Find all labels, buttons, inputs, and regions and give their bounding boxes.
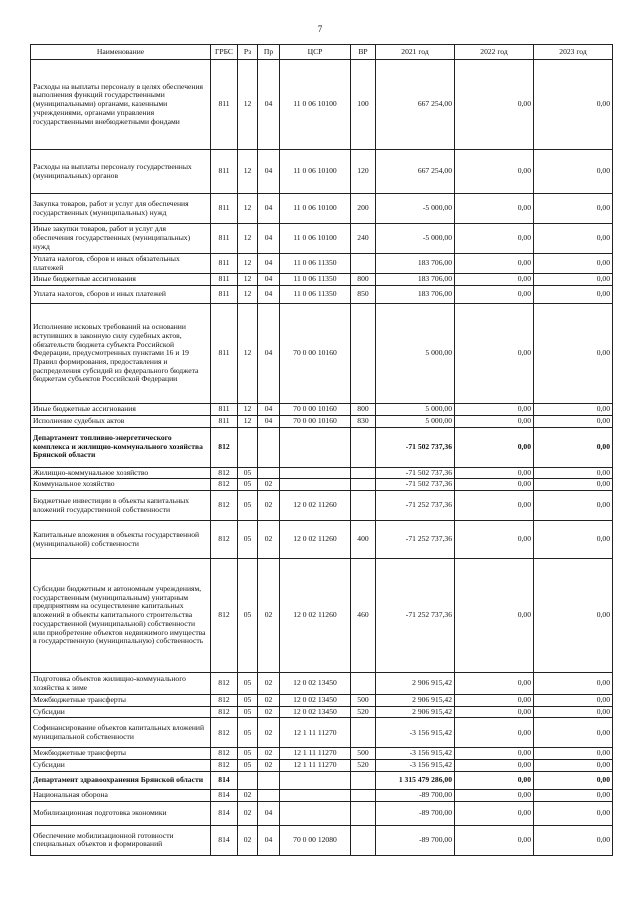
cell-2022: 0,00 — [455, 559, 534, 673]
cell-2021: -89 700,00 — [376, 789, 455, 801]
cell-2022: 0,00 — [455, 415, 534, 427]
cell-2021: -5 000,00 — [376, 194, 455, 224]
cell-2023: 0,00 — [534, 224, 613, 254]
cell-name: Иные закупки товаров, работ и услуг для обеспечения государственных (муниципальных) нужд — [31, 224, 211, 254]
table-row — [31, 748, 613, 760]
table-row — [31, 404, 613, 416]
cell-2023: 0,00 — [534, 673, 613, 695]
cell-name: Субсидии — [31, 706, 211, 718]
cell-grbs: 811 — [211, 286, 238, 304]
cell-vr: 200 — [351, 194, 376, 224]
cell-rz — [238, 427, 258, 467]
cell-pr: 02 — [258, 706, 280, 718]
cell-2022: 0,00 — [455, 491, 534, 521]
cell-2021: 2 906 915,42 — [376, 673, 455, 695]
cell-name: Расходы на выплаты персоналу в целях обеспечения выполнения функций государственными (муниципальными) органами, казенными учреждениями, органами управления государственными внебюджетными фондами — [31, 60, 211, 150]
cell-grbs: 811 — [211, 224, 238, 254]
cell-name: Иные бюджетные ассигнования — [31, 404, 211, 416]
table-row — [31, 254, 613, 274]
cell-csr: 12 0 02 13450 — [280, 706, 351, 718]
cell-2022: 0,00 — [455, 150, 534, 194]
cell-vr — [351, 801, 376, 825]
cell-2022: 0,00 — [455, 748, 534, 760]
cell-csr: 12 0 02 13450 — [280, 695, 351, 707]
cell-2022: 0,00 — [455, 194, 534, 224]
cell-rz: 02 — [238, 825, 258, 855]
cell-2021: -71 502 737,36 — [376, 479, 455, 491]
cell-2022: 0,00 — [455, 427, 534, 467]
cell-2022: 0,00 — [455, 479, 534, 491]
cell-2022: 0,00 — [455, 801, 534, 825]
cell-csr: 12 0 02 11260 — [280, 521, 351, 559]
cell-2023: 0,00 — [534, 748, 613, 760]
cell-name: Департамент топливно-энергетического комплекса и жилищно-коммунального хозяйства Брянской области — [31, 427, 211, 467]
header-grbs: ГРБС — [211, 45, 238, 60]
cell-2022: 0,00 — [455, 789, 534, 801]
cell-grbs: 812 — [211, 673, 238, 695]
cell-rz: 05 — [238, 695, 258, 707]
cell-2023: 0,00 — [534, 304, 613, 404]
cell-csr — [280, 467, 351, 479]
cell-grbs: 811 — [211, 254, 238, 274]
cell-name: Капитальные вложения в объекты государственной (муниципальной) собственности — [31, 521, 211, 559]
cell-csr: 12 0 02 13450 — [280, 673, 351, 695]
cell-rz: 05 — [238, 479, 258, 491]
cell-rz: 12 — [238, 304, 258, 404]
cell-csr: 12 1 11 11270 — [280, 760, 351, 772]
table-row — [31, 491, 613, 521]
cell-grbs: 812 — [211, 559, 238, 673]
cell-2022: 0,00 — [455, 254, 534, 274]
cell-vr — [351, 771, 376, 789]
cell-2021: 667 254,00 — [376, 150, 455, 194]
cell-2021: 5 000,00 — [376, 404, 455, 416]
cell-pr: 02 — [258, 673, 280, 695]
budget-table — [30, 44, 613, 856]
cell-pr — [258, 427, 280, 467]
cell-csr: 12 1 11 11270 — [280, 748, 351, 760]
table-row — [31, 427, 613, 467]
cell-2022: 0,00 — [455, 274, 534, 286]
cell-vr: 500 — [351, 748, 376, 760]
table-row — [31, 760, 613, 772]
header-2023: 2023 год — [534, 45, 613, 60]
cell-csr: 11 0 06 10100 — [280, 60, 351, 150]
cell-csr: 12 0 02 11260 — [280, 491, 351, 521]
header-vr: ВР — [351, 45, 376, 60]
cell-2021: 667 254,00 — [376, 60, 455, 150]
cell-vr: 120 — [351, 150, 376, 194]
cell-vr: 800 — [351, 404, 376, 416]
cell-2021: 183 706,00 — [376, 254, 455, 274]
cell-2021: -89 700,00 — [376, 801, 455, 825]
cell-rz: 02 — [238, 789, 258, 801]
cell-pr: 02 — [258, 748, 280, 760]
table-row — [31, 467, 613, 479]
cell-2022: 0,00 — [455, 224, 534, 254]
cell-2022: 0,00 — [455, 304, 534, 404]
cell-pr — [258, 467, 280, 479]
cell-2021: -5 000,00 — [376, 224, 455, 254]
cell-name: Жилищно-коммунальное хозяйство — [31, 467, 211, 479]
cell-rz: 12 — [238, 254, 258, 274]
cell-2023: 0,00 — [534, 274, 613, 286]
cell-2022: 0,00 — [455, 718, 534, 748]
cell-csr — [280, 427, 351, 467]
cell-grbs: 811 — [211, 304, 238, 404]
cell-rz: 12 — [238, 286, 258, 304]
table-row — [31, 479, 613, 491]
cell-csr: 11 0 06 11350 — [280, 286, 351, 304]
cell-2021: 5 000,00 — [376, 415, 455, 427]
cell-pr: 04 — [258, 825, 280, 855]
table-row — [31, 801, 613, 825]
cell-vr — [351, 304, 376, 404]
cell-grbs: 811 — [211, 274, 238, 286]
table-row — [31, 521, 613, 559]
cell-vr: 800 — [351, 274, 376, 286]
cell-rz: 12 — [238, 224, 258, 254]
cell-name: Обеспечение мобилизационной готовности специальных объектов и формирований — [31, 825, 211, 855]
cell-name: Исполнение судебных актов — [31, 415, 211, 427]
cell-2021: -3 156 915,42 — [376, 748, 455, 760]
cell-csr: 11 0 06 10100 — [280, 150, 351, 194]
cell-vr — [351, 479, 376, 491]
cell-rz: 12 — [238, 404, 258, 416]
header-rz: Рз — [238, 45, 258, 60]
cell-csr — [280, 801, 351, 825]
cell-2023: 0,00 — [534, 825, 613, 855]
cell-name: Уплата налогов, сборов и иных платежей — [31, 286, 211, 304]
table-row — [31, 286, 613, 304]
cell-csr: 70 0 00 12080 — [280, 825, 351, 855]
cell-csr: 70 0 00 10160 — [280, 304, 351, 404]
table-row — [31, 789, 613, 801]
cell-2023: 0,00 — [534, 760, 613, 772]
cell-2022: 0,00 — [455, 404, 534, 416]
cell-grbs: 814 — [211, 789, 238, 801]
cell-name: Коммунальное хозяйство — [31, 479, 211, 491]
cell-rz: 12 — [238, 194, 258, 224]
cell-name: Департамент здравоохранения Брянской области — [31, 771, 211, 789]
cell-2021: 2 906 915,42 — [376, 706, 455, 718]
header-csr: ЦСР — [280, 45, 351, 60]
cell-2021: 183 706,00 — [376, 274, 455, 286]
table-row — [31, 673, 613, 695]
cell-rz: 02 — [238, 801, 258, 825]
cell-grbs: 812 — [211, 521, 238, 559]
cell-2023: 0,00 — [534, 254, 613, 274]
cell-pr: 02 — [258, 718, 280, 748]
cell-name: Иные бюджетные ассигнования — [31, 274, 211, 286]
cell-2023: 0,00 — [534, 194, 613, 224]
cell-2022: 0,00 — [455, 760, 534, 772]
cell-pr: 04 — [258, 194, 280, 224]
cell-grbs: 814 — [211, 771, 238, 789]
cell-pr: 04 — [258, 150, 280, 194]
cell-grbs: 812 — [211, 760, 238, 772]
cell-pr: 04 — [258, 254, 280, 274]
table-row — [31, 771, 613, 789]
cell-csr: 70 0 00 10160 — [280, 415, 351, 427]
cell-2021: -71 252 737,36 — [376, 559, 455, 673]
cell-vr: 500 — [351, 695, 376, 707]
cell-grbs: 812 — [211, 718, 238, 748]
cell-grbs: 814 — [211, 801, 238, 825]
cell-pr: 04 — [258, 274, 280, 286]
table-row — [31, 304, 613, 404]
cell-name: Расходы на выплаты персоналу государственных (муниципальных) органов — [31, 150, 211, 194]
cell-vr — [351, 789, 376, 801]
cell-csr: 12 1 11 11270 — [280, 718, 351, 748]
cell-grbs: 812 — [211, 748, 238, 760]
cell-2022: 0,00 — [455, 706, 534, 718]
cell-grbs: 811 — [211, 194, 238, 224]
cell-2023: 0,00 — [534, 404, 613, 416]
cell-grbs: 811 — [211, 60, 238, 150]
cell-2023: 0,00 — [534, 771, 613, 789]
cell-grbs: 812 — [211, 427, 238, 467]
cell-2023: 0,00 — [534, 491, 613, 521]
cell-2021: -71 252 737,36 — [376, 491, 455, 521]
cell-pr — [258, 789, 280, 801]
cell-2023: 0,00 — [534, 415, 613, 427]
table-row — [31, 695, 613, 707]
cell-pr: 04 — [258, 224, 280, 254]
cell-2021: -89 700,00 — [376, 825, 455, 855]
cell-rz: 05 — [238, 718, 258, 748]
cell-2021: 2 906 915,42 — [376, 695, 455, 707]
cell-2023: 0,00 — [534, 521, 613, 559]
cell-csr: 70 0 00 10160 — [280, 404, 351, 416]
cell-2021: -71 502 737,36 — [376, 467, 455, 479]
cell-2023: 0,00 — [534, 150, 613, 194]
cell-vr — [351, 467, 376, 479]
cell-2023: 0,00 — [534, 286, 613, 304]
cell-csr — [280, 479, 351, 491]
cell-grbs: 812 — [211, 491, 238, 521]
cell-csr: 11 0 06 11350 — [280, 274, 351, 286]
cell-2021: -3 156 915,42 — [376, 760, 455, 772]
cell-2022: 0,00 — [455, 286, 534, 304]
cell-2021: -71 502 737,36 — [376, 427, 455, 467]
cell-pr: 04 — [258, 404, 280, 416]
header-name: Наименование — [31, 45, 211, 60]
cell-grbs: 812 — [211, 479, 238, 491]
cell-vr — [351, 825, 376, 855]
cell-vr: 830 — [351, 415, 376, 427]
cell-pr — [258, 771, 280, 789]
cell-rz: 12 — [238, 150, 258, 194]
cell-rz: 05 — [238, 559, 258, 673]
cell-2021: -71 252 737,36 — [376, 521, 455, 559]
cell-rz: 12 — [238, 60, 258, 150]
cell-2023: 0,00 — [534, 695, 613, 707]
cell-name: Субсидии — [31, 760, 211, 772]
cell-grbs: 814 — [211, 825, 238, 855]
cell-name: Исполнение исковых требований на основании вступивших в законную силу судебных актов, обязательств бюджета субъекта Российской Федерации, предусмотренных пунктами 16 и 19 Правил формирования, предоставления и распределения субсидий из федерального бюджета бюджетам субъектов Российской Федерации — [31, 304, 211, 404]
cell-rz: 05 — [238, 467, 258, 479]
header-pr: Пр — [258, 45, 280, 60]
table-row — [31, 825, 613, 855]
cell-pr: 02 — [258, 521, 280, 559]
table-row — [31, 224, 613, 254]
cell-grbs: 811 — [211, 404, 238, 416]
cell-2022: 0,00 — [455, 60, 534, 150]
cell-name: Софинансирование объектов капитальных вложений муниципальной собственности — [31, 718, 211, 748]
cell-name: Межбюджетные трансферты — [31, 695, 211, 707]
cell-rz: 05 — [238, 760, 258, 772]
cell-name: Национальная оборона — [31, 789, 211, 801]
table-row — [31, 706, 613, 718]
header-2022: 2022 год — [455, 45, 534, 60]
table-row — [31, 60, 613, 150]
cell-csr: 12 0 02 11260 — [280, 559, 351, 673]
cell-rz: 12 — [238, 415, 258, 427]
cell-vr: 400 — [351, 521, 376, 559]
cell-pr: 02 — [258, 479, 280, 491]
cell-pr: 04 — [258, 304, 280, 404]
cell-vr: 520 — [351, 706, 376, 718]
cell-pr: 04 — [258, 60, 280, 150]
cell-name: Бюджетные инвестиции в объекты капитальных вложений государственной собственности — [31, 491, 211, 521]
cell-2022: 0,00 — [455, 695, 534, 707]
cell-vr: 520 — [351, 760, 376, 772]
cell-name: Мобилизационная подготовка экономики — [31, 801, 211, 825]
cell-2023: 0,00 — [534, 60, 613, 150]
cell-vr: 240 — [351, 224, 376, 254]
table-row — [31, 274, 613, 286]
cell-name: Подготовка объектов жилищно-коммунального хозяйства к зиме — [31, 673, 211, 695]
cell-rz: 05 — [238, 673, 258, 695]
cell-pr: 04 — [258, 286, 280, 304]
table-row — [31, 150, 613, 194]
cell-name: Закупка товаров, работ и услуг для обеспечения государственных (муниципальных) нужд — [31, 194, 211, 224]
cell-csr: 11 0 06 10100 — [280, 224, 351, 254]
cell-2023: 0,00 — [534, 479, 613, 491]
cell-2021: 5 000,00 — [376, 304, 455, 404]
cell-grbs: 812 — [211, 695, 238, 707]
cell-name: Уплата налогов, сборов и иных обязательных платежей — [31, 254, 211, 274]
cell-grbs: 812 — [211, 467, 238, 479]
cell-rz — [238, 771, 258, 789]
cell-grbs: 812 — [211, 706, 238, 718]
cell-pr: 04 — [258, 415, 280, 427]
cell-pr: 04 — [258, 801, 280, 825]
cell-rz: 12 — [238, 274, 258, 286]
cell-vr: 460 — [351, 559, 376, 673]
cell-rz: 05 — [238, 491, 258, 521]
cell-name: Субсидии бюджетным и автономным учреждениям, государственным (муниципальным) унитарным предприятиям на осуществление капитальных вложений в объекты капитального строительства государственной (муниципальной) собственности или приобретение объектов недвижимого имущества в государственную (муниципальную) собственность — [31, 559, 211, 673]
table-body — [31, 60, 613, 856]
page-number: 7 — [317, 24, 323, 34]
cell-2022: 0,00 — [455, 521, 534, 559]
cell-vr — [351, 427, 376, 467]
cell-vr: 100 — [351, 60, 376, 150]
cell-name: Межбюджетные трансферты — [31, 748, 211, 760]
cell-2022: 0,00 — [455, 673, 534, 695]
cell-grbs: 811 — [211, 415, 238, 427]
cell-2022: 0,00 — [455, 467, 534, 479]
cell-grbs: 811 — [211, 150, 238, 194]
cell-pr: 02 — [258, 760, 280, 772]
cell-csr: 11 0 06 11350 — [280, 254, 351, 274]
cell-2021: 183 706,00 — [376, 286, 455, 304]
cell-2023: 0,00 — [534, 789, 613, 801]
cell-pr: 02 — [258, 491, 280, 521]
table-row — [31, 559, 613, 673]
cell-2023: 0,00 — [534, 559, 613, 673]
table-header-row — [31, 45, 613, 60]
table-row — [31, 415, 613, 427]
cell-csr: 11 0 06 10100 — [280, 194, 351, 224]
table-row — [31, 718, 613, 748]
cell-vr — [351, 254, 376, 274]
cell-2023: 0,00 — [534, 801, 613, 825]
header-2021: 2021 год — [376, 45, 455, 60]
table-row — [31, 194, 613, 224]
cell-2021: -3 156 915,42 — [376, 718, 455, 748]
cell-pr: 02 — [258, 695, 280, 707]
cell-rz: 05 — [238, 748, 258, 760]
cell-2021: 1 315 479 286,00 — [376, 771, 455, 789]
cell-pr: 02 — [258, 559, 280, 673]
cell-2023: 0,00 — [534, 718, 613, 748]
cell-2022: 0,00 — [455, 825, 534, 855]
cell-2023: 0,00 — [534, 427, 613, 467]
cell-2022: 0,00 — [455, 771, 534, 789]
cell-vr — [351, 673, 376, 695]
cell-csr — [280, 771, 351, 789]
cell-rz: 05 — [238, 706, 258, 718]
cell-vr — [351, 491, 376, 521]
cell-csr — [280, 789, 351, 801]
cell-vr: 850 — [351, 286, 376, 304]
cell-2023: 0,00 — [534, 706, 613, 718]
cell-rz: 05 — [238, 521, 258, 559]
cell-2023: 0,00 — [534, 467, 613, 479]
cell-vr — [351, 718, 376, 748]
